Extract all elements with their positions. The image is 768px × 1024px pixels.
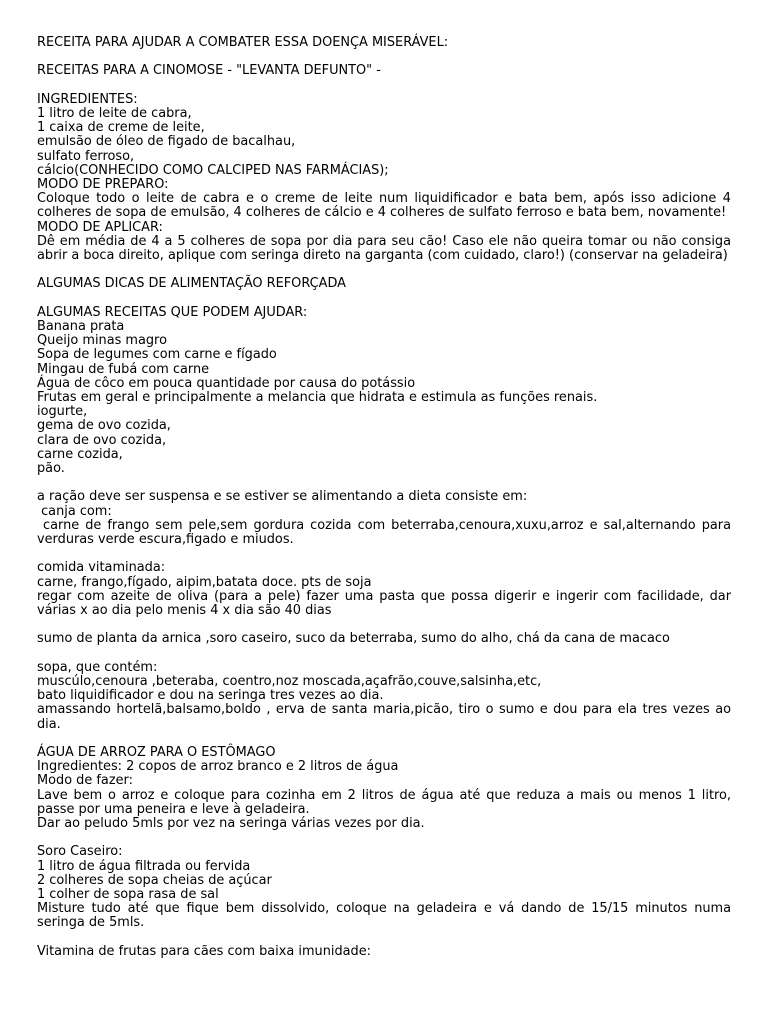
- serum-item: 1 colher de sopa rasa de sal: [37, 887, 219, 903]
- soup-label: sopa, que contém:: [37, 659, 158, 675]
- prep-label: MODO DE PREPARO:: [37, 177, 169, 192]
- food-item: pão.: [37, 461, 65, 477]
- food-item: carne cozida,: [37, 446, 123, 462]
- serum-item: 1 litro de água filtrada ou fervida: [37, 858, 251, 874]
- tips-title: ALGUMAS DICAS DE ALIMENTAÇÃO REFORÇADA: [37, 276, 346, 292]
- document-subheading: RECEITAS PARA A CINOMOSE - "LEVANTA DEFUNTO" -: [37, 63, 381, 79]
- food-item: Mingau de fubá com carne: [37, 361, 210, 377]
- soup-text: amassando hortelã,balsamo,boldo , erva de santa maria,picão, tiro o sumo e dou para ela tres vezes ao dia.: [37, 702, 731, 732]
- soup-line: muscúlo,cenoura ,beteraba, coentro,noz moscada,açafrão,couve,salsinha,etc,: [37, 674, 542, 690]
- rice-water-dose: Dar ao peludo 5mls por vez na seringa várias vezes por dia.: [37, 816, 425, 832]
- soup-line: bato liquidificador e dou na seringa tres vezes ao dia.: [37, 688, 384, 704]
- ingredient-item: 1 caixa de creme de leite,: [37, 120, 205, 136]
- ingredient-item: emulsão de óleo de figado de bacalhau,: [37, 134, 296, 150]
- ingredients-label: INGREDIENTES:: [37, 91, 138, 107]
- rice-water-method-label: Modo de fazer:: [37, 773, 133, 789]
- ingredient-item: sulfato ferroso,: [37, 148, 135, 164]
- fruit-vitamin-title: Vitamina de frutas para cães com baixa imunidade:: [37, 943, 371, 959]
- apply-label: MODO DE APLICAR:: [37, 219, 163, 235]
- food-item: iogurte,: [37, 404, 88, 420]
- vitamin-line: carne, frango,fígado, aipim,batata doce. pts de soja: [37, 574, 372, 590]
- rice-water-method-text: Lave bem o arroz e coloque para cozinha em 2 litros de água até que reduza a mais ou menos 1 litro, passe por uma peneira e leve à geladeira.: [37, 787, 731, 817]
- juices-text: sumo de planta da arnica ,soro caseiro, suco da beterraba, sumo do alho, chá da cana de macaco: [37, 631, 670, 647]
- recipes-title: ALGUMAS RECEITAS QUE PODEM AJUDAR:: [37, 304, 308, 320]
- food-item: Frutas em geral e principalmente a melancia que hidrata e estimula as funções renais.: [37, 390, 598, 406]
- food-item: clara de ovo cozida,: [37, 432, 167, 448]
- document-heading: RECEITA PARA AJUDAR A COMBATER ESSA DOENÇA MISERÁVEL:: [37, 35, 449, 50]
- prep-text: Coloque todo o leite de cabra e o creme de leite num liquidificador e bata bem, após isso adicione 4 colheres de sopa de emulsão, 4 colheres de cálcio e 4 colheres de sulfato ferroso e bata bem, novamente!: [37, 191, 731, 221]
- apply-text: Dê em média de 4 a 5 colheres de sopa por dia para seu cão! Caso ele não queira tomar ou não consiga abrir a boca direito, aplique com seringa direto na garganta (com cuidado, claro!) (conservar na geladeira): [37, 233, 731, 264]
- food-item: Queijo minas magro: [37, 333, 167, 349]
- document-page: [37, 35, 736, 959]
- rice-water-ingredients: Ingredientes: 2 copos de arroz branco e 2 litros de água: [37, 759, 399, 775]
- serum-title: Soro Caseiro:: [37, 844, 123, 860]
- serum-item: 2 colheres de sopa cheias de açúcar: [37, 872, 272, 888]
- food-item: Sopa de legumes com carne e fígado: [37, 347, 277, 363]
- rice-water-title: ÁGUA DE ARROZ PARA O ESTÔMAGO: [37, 745, 276, 761]
- ingredient-item: cálcio(CONHECIDO COMO CALCIPED NAS FARMÁCIAS);: [37, 162, 389, 178]
- vitamin-label: comida vitaminada:: [37, 560, 166, 576]
- food-item: gema de ovo cozida,: [37, 418, 171, 434]
- canja-label: canja com:: [37, 503, 112, 519]
- food-item: Banana prata: [37, 319, 125, 334]
- canja-text: carne de frango sem pele,sem gordura cozida com beterraba,cenoura,xuxu,arroz e sal,alternando para verduras verde escura,figado e miudos.: [37, 517, 736, 548]
- food-item: Água de côco em pouca quantidade por causa do potássio: [37, 375, 416, 391]
- vitamin-text: regar com azeite de oliva (para a pele) fazer uma pasta que possa digerir e ingerir com facilidade, dar várias x ao dia pelo menis 4 x dia são 40 dias: [37, 588, 731, 619]
- serum-text: Misture tudo até que fique bem dissolvido, coloque na geladeira e vá dando de 15/15 minutos numa seringa de 5mls.: [37, 901, 731, 931]
- ingredient-item: 1 litro de leite de cabra,: [37, 105, 192, 121]
- diet-intro: a ração deve ser suspensa e se estiver se alimentando a dieta consiste em:: [37, 489, 528, 505]
